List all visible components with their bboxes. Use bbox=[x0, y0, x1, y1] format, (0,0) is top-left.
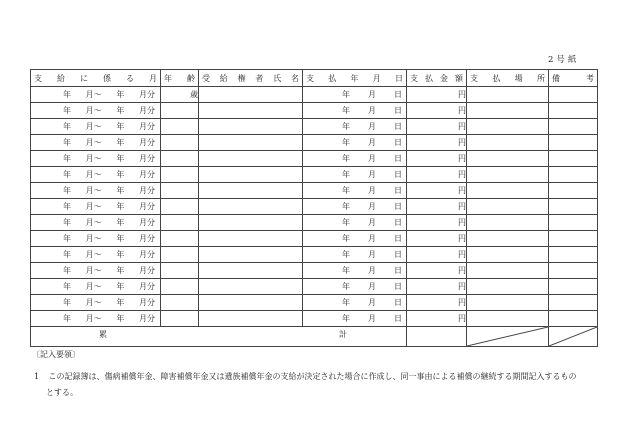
period-fields bbox=[31, 153, 160, 164]
recipient-name-cell[interactable] bbox=[199, 167, 303, 183]
recipient-name-cell[interactable] bbox=[199, 231, 303, 247]
table-row bbox=[31, 311, 598, 327]
remarks-cell[interactable] bbox=[549, 183, 598, 199]
period-cell[interactable] bbox=[31, 279, 161, 295]
period-fields bbox=[31, 233, 160, 244]
header-age: 年 齢 bbox=[161, 70, 199, 87]
month-to-label: 月分 bbox=[138, 298, 155, 307]
month-label: 月 bbox=[368, 90, 376, 99]
instruction-number: 1 bbox=[34, 372, 40, 381]
month-label: 月 bbox=[368, 250, 376, 259]
month-from-label: 月～ bbox=[85, 218, 102, 227]
recipient-name-cell[interactable] bbox=[199, 87, 303, 103]
month-to-label: 月分 bbox=[138, 218, 155, 227]
yen-label: 円 bbox=[458, 122, 466, 131]
month-to-label: 月分 bbox=[138, 154, 155, 163]
period-cell[interactable] bbox=[31, 199, 161, 215]
table-row bbox=[31, 231, 598, 247]
period-fields bbox=[31, 313, 160, 324]
amount-cell[interactable] bbox=[407, 135, 467, 151]
table-row bbox=[31, 151, 598, 167]
period-fields bbox=[31, 169, 160, 180]
month-to-label: 月分 bbox=[138, 202, 155, 211]
year-label: 年 bbox=[342, 314, 350, 323]
header-row bbox=[31, 70, 598, 87]
period-fields bbox=[31, 89, 160, 100]
pay-date-fields bbox=[303, 137, 406, 148]
day-label: 日 bbox=[394, 234, 402, 243]
pay-date-cell[interactable] bbox=[303, 151, 407, 167]
yen-label: 円 bbox=[458, 250, 466, 259]
month-label: 月 bbox=[368, 282, 376, 291]
year-label: 年 bbox=[116, 138, 125, 147]
remarks-cell[interactable] bbox=[549, 119, 598, 135]
table-row bbox=[31, 135, 598, 151]
year-label: 年 bbox=[116, 90, 125, 99]
month-to-label: 月分 bbox=[138, 106, 155, 115]
day-label: 日 bbox=[394, 186, 402, 195]
period-fields bbox=[31, 201, 160, 212]
amount-cell[interactable] bbox=[407, 119, 467, 135]
month-from-label: 月～ bbox=[85, 298, 102, 307]
recipient-name-cell[interactable] bbox=[199, 247, 303, 263]
amount-cell[interactable] bbox=[407, 199, 467, 215]
month-to-label: 月分 bbox=[138, 138, 155, 147]
year-label: 年 bbox=[63, 218, 71, 227]
yen-label: 円 bbox=[458, 282, 466, 291]
period-cell[interactable] bbox=[31, 135, 161, 151]
age-cell[interactable] bbox=[161, 199, 199, 215]
remarks-cell[interactable] bbox=[549, 199, 598, 215]
instructions-heading: 〔記入要領〕 bbox=[32, 350, 80, 359]
table-row bbox=[31, 247, 598, 263]
month-from-label: 月～ bbox=[85, 234, 102, 243]
month-from-label: 月～ bbox=[85, 282, 102, 291]
remarks-cell[interactable] bbox=[549, 231, 598, 247]
remarks-cell[interactable] bbox=[549, 215, 598, 231]
pay-place-cell[interactable] bbox=[467, 103, 549, 119]
day-label: 日 bbox=[394, 314, 402, 323]
year-label: 年 bbox=[116, 154, 125, 163]
year-label: 年 bbox=[63, 202, 71, 211]
yen-label: 円 bbox=[458, 234, 466, 243]
header-remarks: 備 考 bbox=[549, 70, 598, 87]
month-to-label: 月分 bbox=[138, 90, 155, 99]
pay-date-fields bbox=[303, 233, 406, 244]
amount-cell[interactable] bbox=[407, 231, 467, 247]
pay-date-cell[interactable] bbox=[303, 135, 407, 151]
amount-cell[interactable] bbox=[407, 311, 467, 327]
recipient-name-cell[interactable] bbox=[199, 279, 303, 295]
period-cell[interactable] bbox=[31, 119, 161, 135]
year-label: 年 bbox=[116, 170, 125, 179]
year-label: 年 bbox=[116, 266, 125, 275]
total-remarks-slash bbox=[549, 327, 598, 347]
month-label: 月 bbox=[368, 298, 376, 307]
period-cell[interactable] bbox=[31, 103, 161, 119]
yen-label: 円 bbox=[458, 202, 466, 211]
pay-date-cell[interactable] bbox=[303, 215, 407, 231]
header-recipient: 受 給 権 者 氏 名 bbox=[199, 70, 303, 87]
table-row bbox=[31, 263, 598, 279]
period-cell[interactable] bbox=[31, 215, 161, 231]
year-label: 年 bbox=[63, 122, 71, 131]
amount-cell[interactable] bbox=[407, 295, 467, 311]
month-from-label: 月～ bbox=[85, 170, 102, 179]
month-label: 月 bbox=[368, 154, 376, 163]
month-label: 月 bbox=[368, 218, 376, 227]
year-label: 年 bbox=[116, 314, 125, 323]
pay-date-cell[interactable] bbox=[303, 199, 407, 215]
year-label: 年 bbox=[116, 202, 125, 211]
period-cell[interactable] bbox=[31, 231, 161, 247]
month-to-label: 月分 bbox=[138, 170, 155, 179]
instruction-text-line2: とする。 bbox=[46, 388, 78, 397]
period-fields bbox=[31, 297, 160, 308]
pay-place-cell[interactable] bbox=[467, 151, 549, 167]
month-label: 月 bbox=[368, 234, 376, 243]
day-label: 日 bbox=[394, 218, 402, 227]
period-cell[interactable] bbox=[31, 167, 161, 183]
year-label: 年 bbox=[63, 234, 71, 243]
month-to-label: 月分 bbox=[138, 250, 155, 259]
age-cell[interactable] bbox=[161, 247, 199, 263]
pay-place-cell[interactable] bbox=[467, 231, 549, 247]
pay-date-fields bbox=[303, 89, 406, 100]
pay-place-cell[interactable] bbox=[467, 199, 549, 215]
year-label: 年 bbox=[116, 250, 125, 259]
pay-date-cell[interactable] bbox=[303, 87, 407, 103]
yen-label: 円 bbox=[458, 266, 466, 275]
total-label-right: 計 bbox=[339, 330, 347, 339]
age-cell[interactable] bbox=[161, 279, 199, 295]
pay-date-fields bbox=[303, 169, 406, 180]
day-label: 日 bbox=[394, 298, 402, 307]
yen-label: 円 bbox=[458, 186, 466, 195]
pay-place-cell[interactable] bbox=[467, 183, 549, 199]
year-label: 年 bbox=[116, 186, 125, 195]
yen-label: 円 bbox=[458, 314, 466, 323]
age-cell[interactable] bbox=[161, 103, 199, 119]
month-label: 月 bbox=[368, 138, 376, 147]
header-amount: 支 払 金 額 bbox=[407, 70, 467, 87]
pay-date-fields bbox=[303, 185, 406, 196]
yen-label: 円 bbox=[458, 90, 466, 99]
age-cell[interactable] bbox=[161, 263, 199, 279]
period-fields bbox=[31, 265, 160, 276]
month-to-label: 月分 bbox=[138, 122, 155, 131]
year-label: 年 bbox=[342, 170, 350, 179]
pay-date-fields bbox=[303, 281, 406, 292]
day-label: 日 bbox=[394, 154, 402, 163]
amount-cell[interactable] bbox=[407, 151, 467, 167]
age-suffix: 歳 bbox=[190, 90, 198, 99]
table-row bbox=[31, 215, 598, 231]
year-label: 年 bbox=[342, 298, 350, 307]
header-period: 支 給 に 係 る 月 bbox=[31, 70, 161, 87]
recipient-name-cell[interactable] bbox=[199, 295, 303, 311]
day-label: 日 bbox=[394, 202, 402, 211]
yen-label: 円 bbox=[458, 106, 466, 115]
year-label: 年 bbox=[63, 138, 71, 147]
period-cell[interactable] bbox=[31, 311, 161, 327]
year-label: 年 bbox=[342, 266, 350, 275]
month-to-label: 月分 bbox=[138, 314, 155, 323]
remarks-cell[interactable] bbox=[549, 167, 598, 183]
ledger-rows bbox=[31, 87, 598, 327]
month-from-label: 月～ bbox=[85, 90, 102, 99]
year-label: 年 bbox=[63, 170, 71, 179]
month-from-label: 月～ bbox=[85, 106, 102, 115]
year-label: 年 bbox=[63, 250, 71, 259]
age-cell[interactable] bbox=[161, 151, 199, 167]
yen-label: 円 bbox=[458, 154, 466, 163]
year-label: 年 bbox=[116, 234, 125, 243]
amount-cell[interactable] bbox=[407, 247, 467, 263]
period-fields bbox=[31, 281, 160, 292]
month-to-label: 月分 bbox=[138, 266, 155, 275]
remarks-cell[interactable] bbox=[549, 295, 598, 311]
period-fields bbox=[31, 137, 160, 148]
period-fields bbox=[31, 185, 160, 196]
year-label: 年 bbox=[63, 154, 71, 163]
period-cell[interactable] bbox=[31, 87, 161, 103]
amount-cell[interactable] bbox=[407, 103, 467, 119]
total-label-left: 累 bbox=[99, 330, 107, 339]
amount-cell[interactable] bbox=[407, 167, 467, 183]
pay-date-cell[interactable] bbox=[303, 279, 407, 295]
recipient-name-cell[interactable] bbox=[199, 199, 303, 215]
month-from-label: 月～ bbox=[85, 122, 102, 131]
day-label: 日 bbox=[394, 282, 402, 291]
day-label: 日 bbox=[394, 250, 402, 259]
age-cell[interactable] bbox=[161, 311, 199, 327]
pay-place-cell[interactable] bbox=[467, 87, 549, 103]
amount-cell[interactable] bbox=[407, 215, 467, 231]
day-label: 日 bbox=[394, 266, 402, 275]
day-label: 日 bbox=[394, 122, 402, 131]
month-from-label: 月～ bbox=[85, 314, 102, 323]
header-place: 支 払 場 所 bbox=[467, 70, 549, 87]
month-label: 月 bbox=[368, 314, 376, 323]
year-label: 年 bbox=[342, 106, 350, 115]
pay-date-fields bbox=[303, 313, 406, 324]
pay-date-cell[interactable] bbox=[303, 231, 407, 247]
instruction-item bbox=[32, 369, 577, 385]
yen-label: 円 bbox=[458, 170, 466, 179]
age-cell[interactable] bbox=[161, 135, 199, 151]
amount-cell[interactable] bbox=[407, 87, 467, 103]
recipient-name-cell[interactable] bbox=[199, 135, 303, 151]
pay-date-fields bbox=[303, 153, 406, 164]
total-place-slash bbox=[467, 327, 549, 347]
recipient-name-cell[interactable] bbox=[199, 183, 303, 199]
remarks-cell[interactable] bbox=[549, 135, 598, 151]
month-label: 月 bbox=[368, 186, 376, 195]
pay-date-cell[interactable] bbox=[303, 295, 407, 311]
month-from-label: 月～ bbox=[85, 154, 102, 163]
pay-date-fields bbox=[303, 201, 406, 212]
period-cell[interactable] bbox=[31, 263, 161, 279]
table-row bbox=[31, 295, 598, 311]
instruction-text-line1: この記録簿は、傷病補償年金、障害補償年金又は遺族補償年金の支給が決定された場合に作成し、同一事由による補償の継続する期間記入するもの bbox=[48, 372, 577, 381]
period-fields bbox=[31, 121, 160, 132]
yen-label: 円 bbox=[458, 298, 466, 307]
pay-date-fields bbox=[303, 265, 406, 276]
day-label: 日 bbox=[394, 90, 402, 99]
total-amount-cell[interactable] bbox=[407, 327, 467, 347]
remarks-cell[interactable] bbox=[549, 103, 598, 119]
remarks-cell[interactable] bbox=[549, 151, 598, 167]
recipient-name-cell[interactable] bbox=[199, 263, 303, 279]
table-row bbox=[31, 103, 598, 119]
total-label-cell bbox=[31, 327, 407, 347]
year-label: 年 bbox=[116, 106, 125, 115]
period-cell[interactable] bbox=[31, 183, 161, 199]
month-to-label: 月分 bbox=[138, 234, 155, 243]
day-label: 日 bbox=[394, 106, 402, 115]
month-from-label: 月～ bbox=[85, 250, 102, 259]
period-cell[interactable] bbox=[31, 247, 161, 263]
period-cell[interactable] bbox=[31, 151, 161, 167]
table-row bbox=[31, 167, 598, 183]
total-row bbox=[31, 327, 598, 347]
recipient-name-cell[interactable] bbox=[199, 311, 303, 327]
period-fields bbox=[31, 105, 160, 116]
year-label: 年 bbox=[116, 282, 125, 291]
month-to-label: 月分 bbox=[138, 186, 155, 195]
year-label: 年 bbox=[63, 106, 71, 115]
period-fields bbox=[31, 217, 160, 228]
pay-date-cell[interactable] bbox=[303, 311, 407, 327]
age-cell[interactable] bbox=[161, 231, 199, 247]
day-label: 日 bbox=[394, 138, 402, 147]
pay-place-cell[interactable] bbox=[467, 215, 549, 231]
month-label: 月 bbox=[368, 170, 376, 179]
year-label: 年 bbox=[342, 138, 350, 147]
table-row bbox=[31, 87, 598, 103]
pay-date-fields bbox=[303, 249, 406, 260]
pay-date-cell[interactable] bbox=[303, 103, 407, 119]
month-from-label: 月～ bbox=[85, 138, 102, 147]
pay-date-fields bbox=[303, 105, 406, 116]
age-cell[interactable] bbox=[161, 119, 199, 135]
remarks-cell[interactable] bbox=[549, 311, 598, 327]
month-from-label: 月～ bbox=[85, 266, 102, 275]
year-label: 年 bbox=[63, 266, 71, 275]
amount-cell[interactable] bbox=[407, 183, 467, 199]
remarks-cell[interactable] bbox=[549, 87, 598, 103]
table-row bbox=[31, 183, 598, 199]
period-cell[interactable] bbox=[31, 295, 161, 311]
pay-date-fields bbox=[303, 297, 406, 308]
payment-ledger-table bbox=[30, 69, 598, 347]
year-label: 年 bbox=[342, 90, 350, 99]
year-label: 年 bbox=[63, 90, 71, 99]
pay-date-cell[interactable] bbox=[303, 183, 407, 199]
year-label: 年 bbox=[342, 154, 350, 163]
month-label: 月 bbox=[368, 106, 376, 115]
month-label: 月 bbox=[368, 122, 376, 131]
remarks-cell[interactable] bbox=[549, 279, 598, 295]
recipient-name-cell[interactable] bbox=[199, 103, 303, 119]
pay-place-cell[interactable] bbox=[467, 263, 549, 279]
pay-place-cell[interactable] bbox=[467, 311, 549, 327]
year-label: 年 bbox=[63, 282, 71, 291]
pay-place-cell[interactable] bbox=[467, 279, 549, 295]
header-pay-date: 支 払 年 月 日 bbox=[303, 70, 407, 87]
pay-date-fields bbox=[303, 217, 406, 228]
instructions-section bbox=[32, 347, 577, 401]
year-label: 年 bbox=[342, 202, 350, 211]
year-label: 年 bbox=[342, 250, 350, 259]
amount-cell[interactable] bbox=[407, 263, 467, 279]
table-row bbox=[31, 279, 598, 295]
year-label: 年 bbox=[342, 122, 350, 131]
table-row bbox=[31, 199, 598, 215]
year-label: 年 bbox=[342, 186, 350, 195]
year-label: 年 bbox=[63, 186, 71, 195]
pay-place-cell[interactable] bbox=[467, 167, 549, 183]
year-label: 年 bbox=[116, 218, 125, 227]
pay-place-cell[interactable] bbox=[467, 119, 549, 135]
pay-date-cell[interactable] bbox=[303, 247, 407, 263]
amount-cell[interactable] bbox=[407, 279, 467, 295]
age-cell[interactable] bbox=[161, 167, 199, 183]
form-number: 2号紙 bbox=[548, 55, 580, 65]
age-cell[interactable] bbox=[161, 215, 199, 231]
age-cell[interactable] bbox=[161, 295, 199, 311]
yen-label: 円 bbox=[458, 218, 466, 227]
year-label: 年 bbox=[116, 122, 125, 131]
month-from-label: 月～ bbox=[85, 202, 102, 211]
month-label: 月 bbox=[368, 266, 376, 275]
pay-date-cell[interactable] bbox=[303, 167, 407, 183]
year-label: 年 bbox=[342, 234, 350, 243]
year-label: 年 bbox=[116, 298, 125, 307]
day-label: 日 bbox=[394, 170, 402, 179]
pay-place-cell[interactable] bbox=[467, 247, 549, 263]
year-label: 年 bbox=[342, 218, 350, 227]
year-label: 年 bbox=[342, 282, 350, 291]
recipient-name-cell[interactable] bbox=[199, 151, 303, 167]
recipient-name-cell[interactable] bbox=[199, 215, 303, 231]
year-label: 年 bbox=[63, 314, 71, 323]
month-to-label: 月分 bbox=[138, 282, 155, 291]
pay-place-cell[interactable] bbox=[467, 295, 549, 311]
period-fields bbox=[31, 249, 160, 260]
year-label: 年 bbox=[63, 298, 71, 307]
age-cell[interactable] bbox=[161, 87, 199, 103]
month-from-label: 月～ bbox=[85, 186, 102, 195]
pay-place-cell[interactable] bbox=[467, 135, 549, 151]
remarks-cell[interactable] bbox=[549, 263, 598, 279]
table-row bbox=[31, 119, 598, 135]
month-label: 月 bbox=[368, 202, 376, 211]
age-cell[interactable] bbox=[161, 183, 199, 199]
pay-date-fields bbox=[303, 121, 406, 132]
pay-date-cell[interactable] bbox=[303, 263, 407, 279]
remarks-cell[interactable] bbox=[549, 247, 598, 263]
yen-label: 円 bbox=[458, 138, 466, 147]
recipient-name-cell[interactable] bbox=[199, 119, 303, 135]
pay-date-cell[interactable] bbox=[303, 119, 407, 135]
